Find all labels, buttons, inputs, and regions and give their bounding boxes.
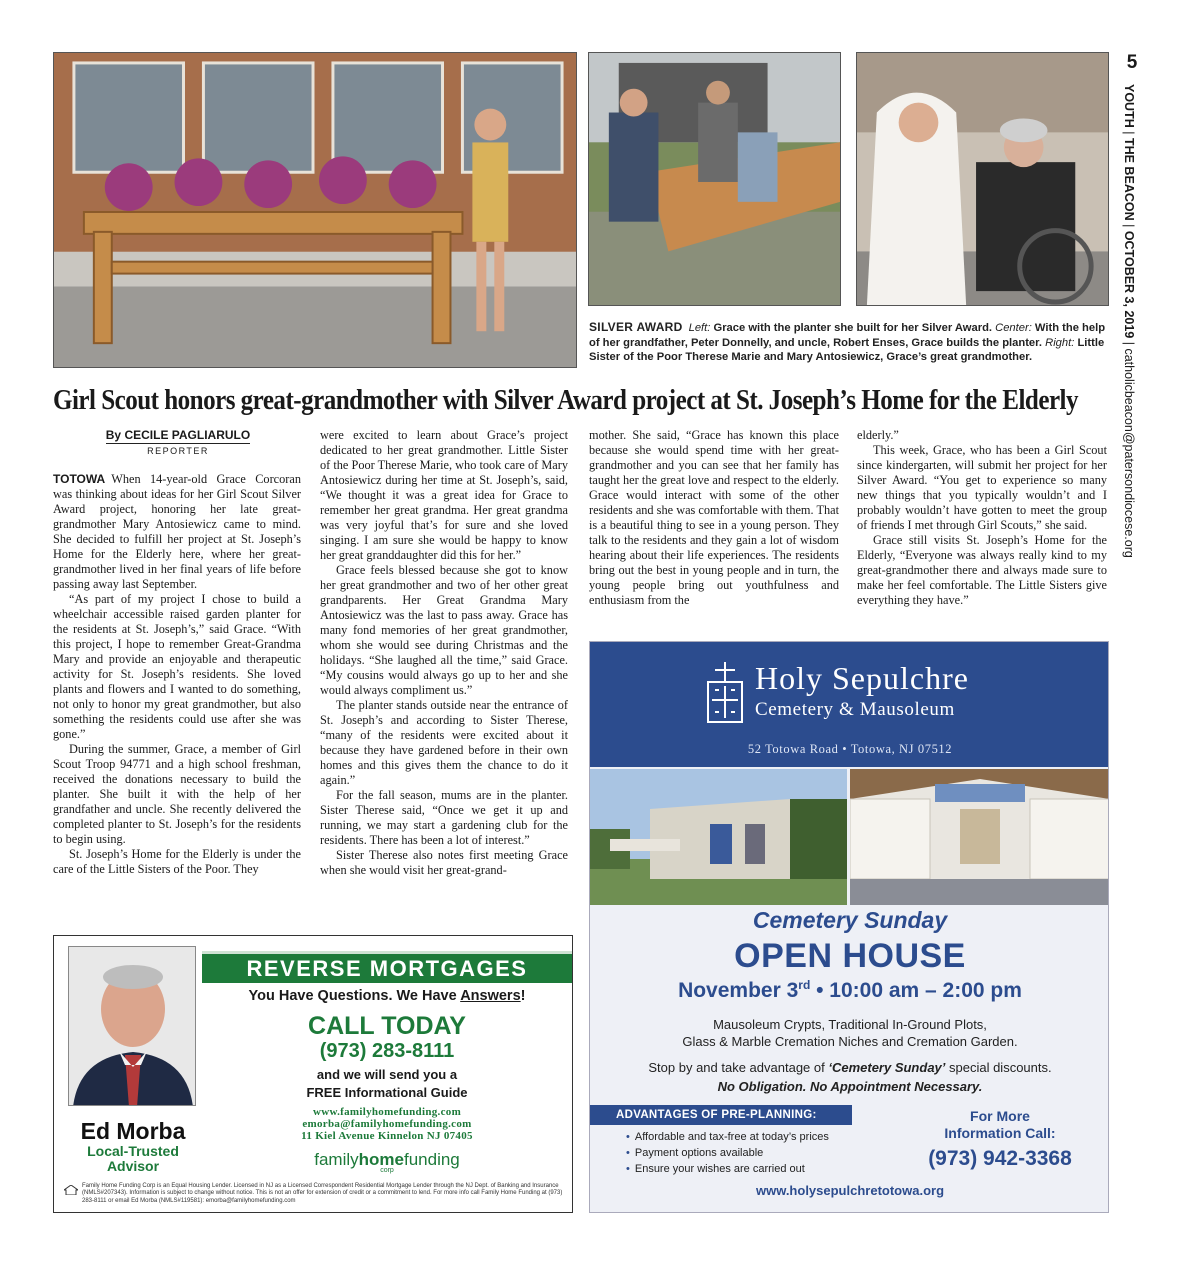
paragraph: were excited to learn about Grace’s project dedicated to her great grandmother. Little Sister of the Poor Therese Marie, who took care of Mary Antosiewicz during her time at St. Joseph’s, said, “We thought it was a great idea for Grace to remember her great grandma. Her great grandma was very joyful that’s for sure and she loved singing. I am sure she would be happy to know her great granddaughter did this for her.” (320, 428, 568, 562)
mortgage-email-link[interactable]: emorba@familyhomefunding.com (302, 1118, 472, 1130)
paragraph: elderly.” (857, 428, 899, 442)
list-item: • Payment options available (626, 1145, 876, 1161)
discount-text: Stop by and take advantage of ‘Cemetery Sunday’ special discounts. No Obligation. No Appointment Necessary. (648, 1060, 1052, 1094)
cemetery-sunday: Cemetery Sunday (752, 907, 948, 933)
free-guide-text: and we will send you a FREE Informational Guide (306, 1067, 468, 1100)
paragraph: This week, Grace, who has been a Girl Scout since kindergarten, will submit her project for her Silver Award. “You get to experience so many new things that you typically wouldn’t and I probably wouldn’t have gotten to meet the group of friends I met through Girl Scouts,” she said. (857, 443, 1107, 532)
photo-girl-with-planter (53, 52, 577, 368)
family-home-funding-logo: familyhomefunding corp (314, 1150, 460, 1174)
advisor-name: Ed Morba (80, 1118, 186, 1144)
caption-tag: SILVER AWARD (589, 320, 683, 334)
article-headline: Girl Scout honors great-grandmother with Silver Award project at St. Joseph’s Home for the Elderly (53, 385, 1079, 416)
paragraph: St. Joseph’s Home for the Elderly is under the care of the Little Sisters of the Poor. They (53, 847, 301, 876)
list-item: • Affordable and tax-free at today’s prices (626, 1129, 876, 1145)
article-column-1 (53, 472, 301, 877)
byline-author: By CECILE PAGLIARULO (105, 428, 251, 442)
holy-sepulchre-ad[interactable] (589, 641, 1109, 1213)
advisor-photo (68, 946, 196, 1106)
paragraph: Sister Therese also notes first meeting Grace when she would visit her great-grand- (320, 848, 568, 877)
cemetery-subtitle: Cemetery & Mausoleum (755, 699, 955, 720)
cemetery-phone-link[interactable]: (973) 942-3368 (928, 1147, 1072, 1170)
photo-sister-and-resident (856, 52, 1109, 306)
paragraph: Grace still visits St. Joseph’s Home for the Elderly, “Everyone was always really kind to my great-grandmother there and always made sure to make her feel comfortable. The Little Sisters give everything they have.” (857, 533, 1107, 607)
page-folio (1120, 52, 1144, 692)
paragraph: TOTOWA When 14-year-old Grace Corcoran was thinking about ideas for her Girl Scout Silver Award project, honoring her late great-grandmother Mary Antosiewicz came to mind. She decided to fulfill her project at St. Joseph’s Home for the Elderly here, where her great-grandmother lived in her final years of life before passing away last September. (53, 472, 301, 591)
open-house-date: November 3rd • 10:00 am – 2:00 pm (678, 978, 1022, 1002)
mortgage-disclaimer: Family Home Funding Corp is an Equal Housing Lender. Licensed in NJ as a Licensed Correspondent Residential Mortgage Lender through the NJ Dept. of Banking and Insurance (NMLS#207343). Information is subject to change without notice. This is not an offer for extension of credit or a commitment to lend. For more info call Family Home Funding at (973) 283-8111 or email Ed Morba (NMLS#119581): emorba@familyhomefunding.com (82, 1183, 563, 1204)
cross-crest-icon (702, 660, 748, 728)
cemetery-website-link[interactable]: www.holysepulchretotowa.org (755, 1183, 945, 1198)
more-info-label: For More Information Call: (944, 1108, 1056, 1141)
paragraph: For the fall season, mums are in the planter. Sister Therese said, “Once we get it up and running, we may start a gardening club for the residents. There has been a lot of interest.” (320, 788, 568, 847)
folio-text: YOUTH | THE BEACON | OCTOBER 3, 2019 | catholicbeacon@patersondiocese.org (1122, 84, 1136, 558)
open-house: OPEN HOUSE (734, 937, 966, 975)
paragraph: mother. She said, “Grace has known this place because she would spend time with her great-grandmother and you can see that her family has taught her the great love and respect to the elderly. Grace would interact with some of the other residents and she was comfortable with them. That is a beautiful thing to see in a young person. They talk to the residents and they gain a lot of wisdom hearing about their life experiences. The residents bring out the best in young people and in turn, the young people bring out youthfulness and enthusiasm from the (589, 428, 839, 607)
mortgage-address: 11 Kiel Avenue Kinnelon NJ 07405 (301, 1130, 473, 1142)
article-column-4 (857, 428, 1107, 608)
byline-role: REPORTER (147, 446, 209, 456)
offerings: Mausoleum Crypts, Traditional In-Ground Plots, Glass & Marble Cremation Niches and Cremation Garden. (682, 1017, 1018, 1049)
cemetery-title: Holy Sepulchre (755, 660, 969, 696)
mortgage-website-link[interactable]: www.familyhomefunding.com (312, 1106, 462, 1118)
call-today: CALL TODAY (308, 1012, 466, 1040)
mortgage-phone-link[interactable]: (973) 283-8111 (319, 1040, 455, 1062)
page-number: 5 (1126, 52, 1138, 73)
cemetery-address: 52 Totowa Road • Totowa, NJ 07512 (747, 742, 953, 756)
paragraph: The planter stands outside near the entrance of St. Joseph’s and according to Sister Therese, “many of the residents were excited about it because they have gardened before in their own homes and this gives them the chance to do it again.” (320, 698, 568, 787)
reverse-mortgages-banner: REVERSE MORTGAGES (202, 951, 572, 983)
photo-mausoleum-exterior (590, 769, 847, 905)
list-item: • Ensure your wishes are carried out (626, 1161, 876, 1177)
mortgage-contact (202, 1106, 572, 1142)
photo-caption: SILVER AWARD Left: Grace with the planter she built for her Silver Award. Center: With the help of her grandfather, Peter Donnelly, and uncle, Robert Enses, Grace builds the planter. Right: Little Sister of the Poor Therese Marie and Mary Antosiewicz, Grace’s great grandmother. (589, 320, 1106, 363)
equal-housing-icon (64, 1185, 78, 1195)
reverse-mortgage-ad[interactable] (53, 935, 573, 1213)
byline (53, 426, 303, 456)
article-column-2 (320, 428, 568, 878)
photo-building-planter (588, 52, 841, 306)
dateline: TOTOWA (53, 472, 106, 486)
advantages-list (626, 1129, 876, 1177)
advantages-heading: ADVANTAGES OF PRE-PLANNING: (590, 1105, 852, 1125)
photo-mausoleum-interior (850, 769, 1109, 905)
questions-line: You Have Questions. We Have Answers! (248, 988, 526, 1004)
paragraph: Grace feels blessed because she got to know her great grandmother and two of her other great grandparents. Her Great Grandma Mary Antosiewicz was the last to pass away. Grace has many fond memories of her great grandmother, whom she would see during Christmas and the holidays. “She laughed all the time,” said Grace. “My cousins would always go up to her and she would always compliment us.” (320, 563, 568, 697)
article-column-3 (589, 428, 839, 608)
paragraph: “As part of my project I chose to build a wheelchair accessible raised garden planter for the residents at St. Joseph’s,” said Grace. “With this project, I hope to remember Great-Grandma Mary and provide an enjoyable and therapeutic activity for St. Joseph’s residents. She loved plants and flowers and I wanted to do something, not only to honor my great grandmother, but also something the residents could use after she was gone.” (53, 592, 301, 741)
paragraph: During the summer, Grace, a member of Girl Scout Troop 94771 and a high school freshman, received the donations necessary to build the planter. She built it with the help of her grandfather and uncle. She recently delivered the completed planter to St. Joseph’s for the residents to begin using. (53, 742, 301, 846)
advisor-tagline: Local-Trusted Advisor (87, 1143, 179, 1174)
